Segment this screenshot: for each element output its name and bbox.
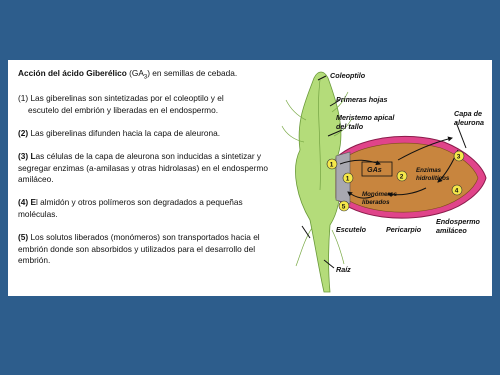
step-5-number: (5): [18, 232, 29, 242]
label-enzymes-1: Enzimas: [416, 167, 442, 174]
label-aleurone-2: aleurona: [454, 118, 484, 127]
step-5-text: Los solutos liberados (monómeros) son transportados hacia el embrión donde son absorbidos y utilizados para el desarrollo del embrión.: [18, 232, 260, 265]
marker-1a: 1: [329, 161, 334, 169]
label-monomers-1: Monómeros: [362, 191, 398, 198]
title-rest-b: ) en semillas de cebada.: [147, 68, 238, 78]
gas-label: GAs: [367, 165, 382, 174]
label-enzymes-2: hidrolíticos: [416, 175, 450, 182]
step-3: [18, 151, 270, 186]
step-4-text: l almidón y otros polímeros son degradados a pequeñas moléculas.: [18, 197, 243, 219]
marker-1b: 1: [345, 175, 350, 183]
step-2: [18, 128, 270, 140]
label-apical-meristem-1: Meristemo apical: [336, 113, 395, 122]
marker-4: 4: [454, 187, 459, 195]
label-monomers-2: liberados: [362, 199, 390, 206]
step-2-text: Las giberelinas difunden hacia la capa de aleurona.: [28, 128, 221, 138]
seed-diagram: [276, 60, 492, 296]
step-1: [18, 93, 270, 116]
label-scutellum: Escutelo: [336, 225, 366, 234]
marker-2: 2: [399, 173, 404, 181]
label-aleurone-1: Capa de: [454, 109, 482, 118]
label-root: Raíz: [336, 265, 351, 274]
label-apical-meristem-2: del tallo: [336, 122, 364, 131]
diagram-panel: [276, 60, 492, 296]
step-3-text: as células de la capa de aleurona son inducidas a sintetizar y segregar enzimas (a-amilasas y otras hidrolasas) en el endospermo amiláceo.: [18, 151, 268, 184]
title-subscript: 3: [143, 74, 148, 81]
text-panel: [8, 60, 276, 296]
step-5: [18, 232, 270, 267]
label-coleoptile: Coleoptilo: [330, 71, 366, 80]
title-bold: Acción del ácido Giberélico: [18, 68, 127, 78]
step-3-number: (3) L: [18, 151, 36, 161]
label-first-leaves: Primeras hojas: [336, 95, 388, 104]
step-4-number: (4) E: [18, 197, 36, 207]
step-4: [18, 197, 270, 220]
label-endosperm-2: amiláceo: [436, 226, 467, 235]
label-pericarp: Pericarpio: [386, 225, 422, 234]
step-1-line-1: (1) Las giberelinas son sintetizadas por el coleoptilo y el: [18, 93, 224, 103]
marker-3: 3: [456, 153, 461, 161]
step-1-line-2: escutelo del embrión y liberadas en el endospermo.: [28, 104, 219, 115]
title-rest-a: (GA: [126, 68, 144, 78]
marker-5: 5: [341, 203, 346, 211]
label-endosperm-1: Endospermo: [436, 217, 480, 226]
slide-title: [18, 68, 270, 84]
step-2-number: (2): [18, 128, 29, 138]
